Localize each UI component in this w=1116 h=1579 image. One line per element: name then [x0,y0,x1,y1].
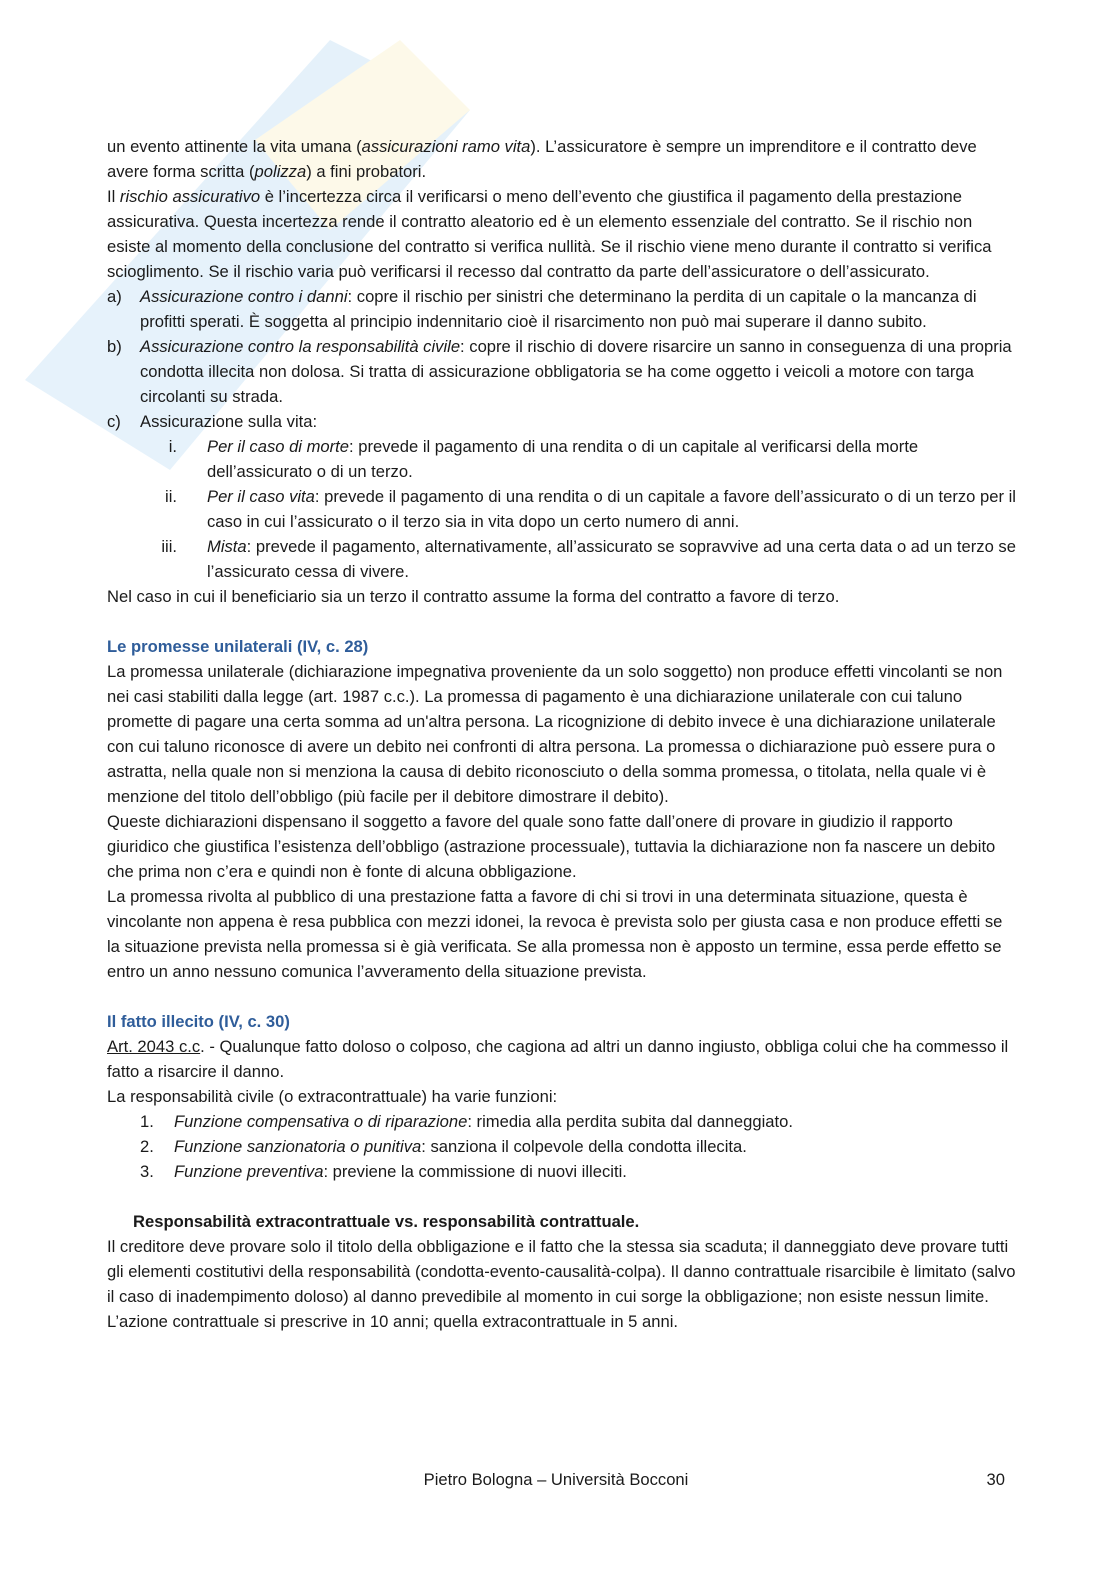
intro-paragraph-3: Nel caso in cui il beneficiario sia un terzo il contratto assume la forma del contratto a favore di terzo. [107,587,840,606]
intro-paragraph-2: Il rischio assicurativo è l’incertezza circa il verificarsi o meno dell’evento che giustifica il pagamento della prestazione assicurativa. Questa incertezza rende il contratto aleatorio ed è un elemento essenziale del contratto. Se il rischio non esiste al momento della conclusione del contratto si verifica nullità. Se il rischio viene meno durante il contratto si verifica scioglimento. Se il rischio varia può verificarsi il recesso dal contratto da parte dell’assicuratore o dell’assicurato. [107,187,992,281]
list-item: 1. Funzione compensativa o di riparazione: rimedia alla perdita subita dal danneggiato. [107,1109,1017,1134]
functions-intro: La responsabilità civile (o extracontrattuale) ha varie funzioni: [107,1087,558,1106]
list-marker: i. [168,437,177,456]
list-item: b) Assicurazione contro la responsabilità civile: copre il rischio di dovere risarcire un sanno in conseguenza di una propria condotta illecita non dolosa. Si tratta di assicurazione obbligatoria se ha come oggetto i veicoli a motore con targa circolanti su strada. [107,334,1017,409]
page-number: 30 [986,1470,1005,1489]
list-marker: 1. [140,1112,154,1131]
section-heading-promesse: Le promesse unilaterali (IV, c. 28) [107,637,369,656]
list-marker: a) [107,287,122,306]
promesse-paragraph-2: Queste dichiarazioni dispensano il soggetto a favore del quale sono fatte dall’onere di provare in giudizio il rapporto giuridico che giustifica l’esistenza dell’obbligo (astrazione processuale), tuttavia la dichiarazione non fa nascere un debito che prima non c’era e quindi non è fonte di alcuna obbligazione. [107,812,996,881]
list-item: c) Assicurazione sulla vita: [107,409,1017,434]
functions-list [107,1109,1017,1184]
insurance-types-list [107,284,1017,434]
list-item: a) Assicurazione contro i danni: copre il rischio per sinistri che determinano la perdita di un capitale o la mancanza di profitti sperati. È soggetta al principio indennitario cioè il risarcimento non può mai superare il danno subito. [107,284,1017,334]
list-marker: 3. [140,1162,154,1181]
article-reference: Art. 2043 c.c [107,1037,201,1056]
list-marker: 2. [140,1137,154,1156]
list-item: iii. Mista: prevede il pagamento, alternativamente, all’assicurato se sopravvive ad una certa data o ad un terzo se l’assicurato cessa di vivere. [107,534,1017,584]
list-marker: b) [107,337,122,356]
page-footer [107,1467,1005,1492]
final-paragraph: Il creditore deve provare solo il titolo della obbligazione e il fatto che la stessa sia scaduta; il danneggiato deve provare tutti gli elementi costitutivi della responsabilità (condotta-evento-causalità-colpa). Il danno contrattuale risarcibile è limitato (salvo il caso di inadempimento doloso) al danno prevedibile al momento in cui sorge la obbligazione; non esiste nessun limite. L’azione contrattuale si prescrive in 10 anni; quella extracontrattuale in 5 anni. [107,1237,1016,1331]
intro-paragraph-1: un evento attinente la vita umana (assicurazioni ramo vita). L’assicuratore è sempre un imprenditore e il contratto deve avere forma scritta (polizza) a fini probatori. [107,137,977,181]
list-marker: iii. [161,537,177,556]
document-page [107,134,1017,1334]
list-item: i. Per il caso di morte: prevede il pagamento di una rendita o di un capitale al verificarsi della morte dell’assicurato o di un terzo. [107,434,1017,484]
list-marker: ii. [165,487,177,506]
list-item: 3. Funzione preventiva: previene la commissione di nuovi illeciti. [107,1159,1017,1184]
list-item: ii. Per il caso vita: prevede il pagamento di una rendita o di un capitale a favore dell’assicurato o di un terzo per il caso in cui l’assicurato o il terzo sia in vita dopo un certo numero di anni. [107,484,1017,534]
promesse-paragraph-1: La promessa unilaterale (dichiarazione impegnativa proveniente da un solo soggetto) non produce effetti vincolanti se non nei casi stabiliti dalla legge (art. 1987 c.c.). La promessa di pagamento è una dichiarazione unilaterale con cui taluno promette di pagare una certa somma ad un'altra persona. La ricognizione di debito invece è una dichiarazione unilaterale con cui taluno riconosce di avere un debito nei confronti di altra persona. La promessa o dichiarazione può essere pura o astratta, nella quale non si menziona la causa di debito riconosciuto o della somma promessa, o titolata, nella quale vi è menzione del titolo dell’obbligo (più facile per il debitore dimostrare il debito). [107,662,1003,806]
promesse-paragraph-3: La promessa rivolta al pubblico di una prestazione fatta a favore di chi si trovi in una determinata situazione, questa è vincolante non appena è resa pubblica con mezzi idonei, la revoca è prevista solo per giusta casa e non produce effetti se la situazione prevista nella promessa si è già verificata. Se alla promessa non è apposto un termine, essa perde effetto se entro un anno nessuno comunica l’avveramento della situazione prevista. [107,887,1003,981]
list-marker: c) [107,412,121,431]
section-heading-illecito: Il fatto illecito (IV, c. 30) [107,1012,290,1031]
footer-author: Pietro Bologna – Università Bocconi [423,1470,689,1489]
subsection-heading: Responsabilità extracontrattuale vs. responsabilità contrattuale. [133,1212,640,1231]
list-item: 2. Funzione sanzionatoria o punitiva: sanziona il colpevole della condotta illecita. [107,1134,1017,1159]
article-2043: Art. 2043 c.c. - Qualunque fatto doloso o colposo, che cagiona ad altri un danno ingiusto, obbliga colui che ha commesso il fatto a risarcire il danno. [107,1037,1009,1081]
life-insurance-list [107,434,1017,584]
